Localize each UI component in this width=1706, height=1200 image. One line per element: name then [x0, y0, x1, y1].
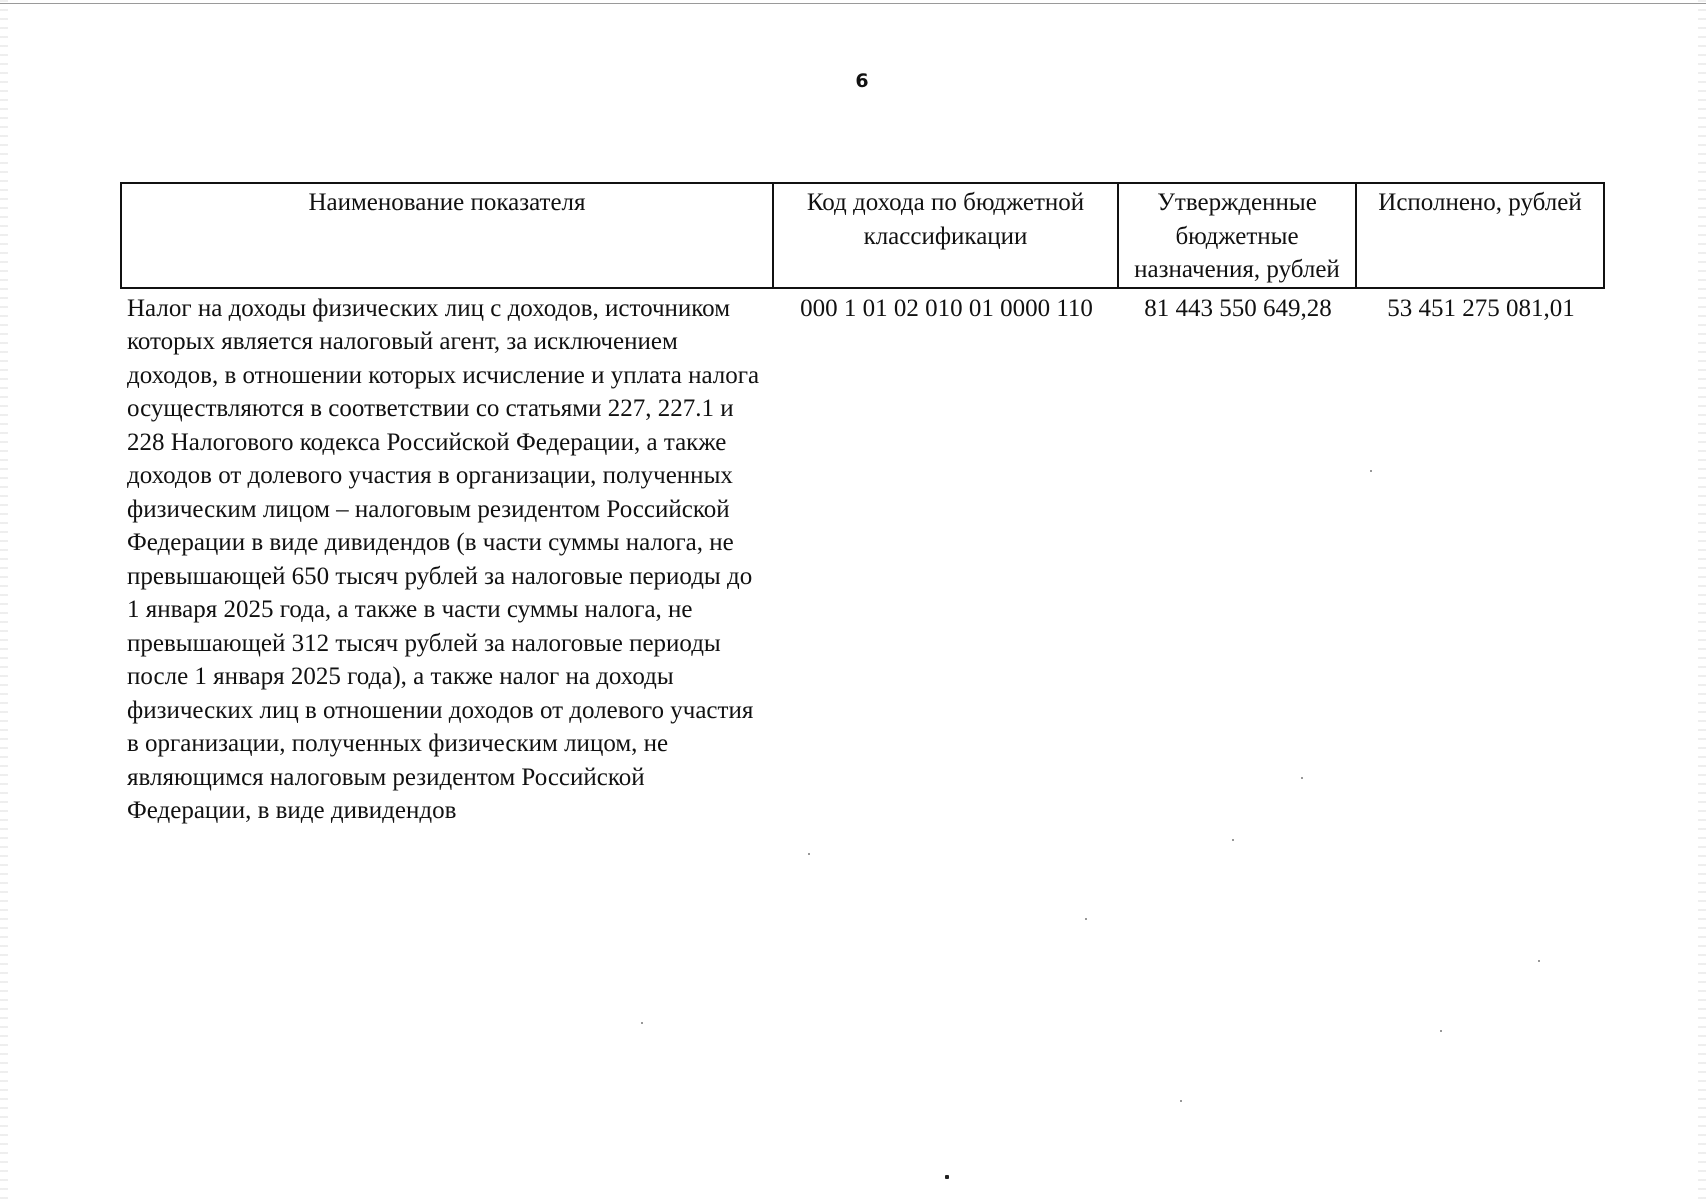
scan-dust-speck: [1538, 960, 1540, 962]
scan-dust-speck: [808, 853, 810, 855]
scan-dust-speck: [1180, 1100, 1182, 1102]
scan-dust-speck: [1085, 918, 1087, 920]
revenue-table: [120, 182, 1605, 828]
executed-amount-cell: 53 451 275 081,01: [1387, 294, 1575, 322]
table-header-row: [121, 183, 1604, 288]
table-row: [121, 288, 1604, 828]
scan-dust-speck: [945, 1175, 949, 1179]
budget-code-cell: 000 1 01 02 010 01 0000 110: [800, 294, 1093, 322]
header-budget-code: Код дохода по бюджетной классификации: [773, 183, 1118, 288]
approved-amount-cell: 81 443 550 649,28: [1144, 294, 1332, 322]
scan-top-edge-line: [0, 3, 1706, 4]
header-executed-amount: Исполнено, рублей: [1356, 183, 1604, 288]
header-indicator-name: Наименование показателя: [121, 183, 773, 288]
scan-dust-speck: [1232, 839, 1234, 841]
header-approved-amount: Утвержденные бюджетные назначения, рублей: [1118, 183, 1356, 288]
scan-dust-speck: [641, 1022, 643, 1024]
scan-right-edge-noise: [1698, 0, 1706, 1200]
scan-dust-speck: [1440, 1030, 1442, 1032]
scan-left-edge-noise: [0, 0, 8, 1200]
page-number: 6: [855, 70, 869, 92]
scan-dust-speck: [1301, 777, 1303, 779]
scan-dust-speck: [1370, 470, 1372, 472]
indicator-name-cell: Налог на доходы физических лиц с доходов, источником которых является налоговый агент, за исключением доходов, в отношении которых исчисление и уплата налога осуществляются в соответствии со статьями 227, 227.1 и 228 Налогового кодекса Российской Федерации, а также доходов от долевого участия в организации, полученных физическим лицом – налоговым резидентом Российской Федерации в виде дивидендов (в части суммы налога, не превышающей 650 тысяч рублей за налоговые периоды до 1 января 2025 года, а также в части суммы налога, не превышающей 312 тысяч рублей за налоговые периоды после 1 января 2025 года), а также налог на доходы физических лиц в отношении доходов от долевого участия в организации, полученных физическим лицом, не являющимся налоговым резидентом Российской Федерации, в виде дивидендов: [127, 294, 760, 824]
